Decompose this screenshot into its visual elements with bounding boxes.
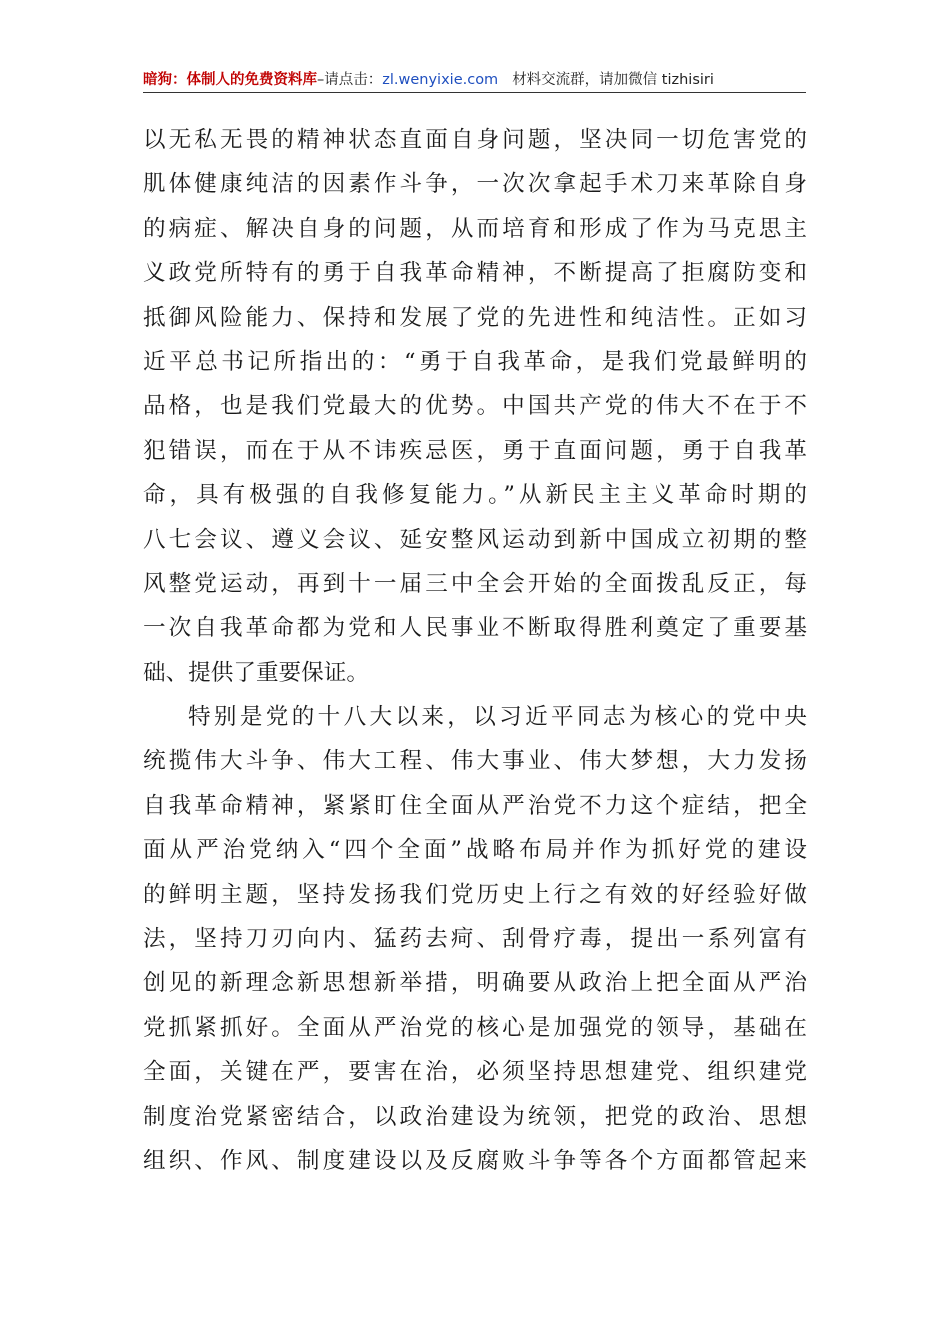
text-line: 法，坚持刀刃向内、猛药去疴、刮骨疗毒，提出一系列富有 — [143, 926, 807, 953]
header-url-link[interactable]: zl.wenyixie.com — [382, 72, 499, 88]
text-line: 础、提供了重要保证。 — [143, 659, 369, 686]
text-line: 制度治党紧密结合，以政治建设为统领，把党的政治、思想 — [143, 1103, 807, 1130]
text-line: 面从严治党纳入“四个全面”战略布局并作为抓好党的建设 — [143, 837, 807, 864]
paragraph-2 — [143, 695, 807, 1183]
header-prompt: –请点击： — [317, 72, 383, 88]
text-line: 义政党所特有的勇于自我革命精神，不断提高了拒腐防变和 — [143, 260, 807, 287]
text-line: 自我革命精神，紧紧盯住全面从严治党不力这个症结，把全 — [143, 792, 807, 819]
text-line: 抵御风险能力、保持和发展了党的先进性和纯洁性。正如习 — [143, 304, 807, 331]
text-line: 犯错误，而在于从不讳疾忌医，勇于直面问题，勇于自我革 — [143, 437, 807, 464]
page-header — [143, 68, 806, 93]
text-line: 以无私无畏的精神状态直面自身问题，坚决同一切危害党的 — [143, 127, 807, 153]
text-line: 党抓紧抓好。全面从严治党的核心是加强党的领导，基础在 — [143, 1014, 807, 1041]
text-line: 特别是党的十八大以来，以习近平同志为核心的党中央 — [188, 704, 807, 731]
text-line: 组织、作风、制度建设以及反腐败斗争等各个方面都管起来 — [143, 1147, 807, 1174]
text-line: 风整党运动，再到十一届三中全会开始的全面拨乱反正，每 — [143, 570, 807, 597]
text-line: 创见的新理念新思想新举措，明确要从政治上把全面从严治 — [143, 970, 807, 997]
text-line: 全面，关键在严，要害在治，必须坚持思想建党、组织建党 — [143, 1059, 807, 1086]
text-line: 品格，也是我们党最大的优势。中国共产党的伟大不在于不 — [143, 393, 807, 420]
text-line: 统揽伟大斗争、伟大工程、伟大事业、伟大梦想，大力发扬 — [143, 748, 807, 775]
document-body — [143, 118, 807, 1183]
text-line: 肌体健康纯洁的因素作斗争，一次次拿起手术刀来革除自身 — [143, 171, 807, 198]
header-site-name: 暗狗：体制人的免费资料库 — [143, 72, 317, 88]
text-line: 的鲜明主题，坚持发扬我们党历史上行之有效的好经验好做 — [143, 881, 807, 908]
text-line: 一次自我革命都为党和人民事业不断取得胜利奠定了重要基 — [143, 615, 807, 642]
text-line: 的病症、解决自身的问题，从而培育和形成了作为马克思主 — [143, 215, 807, 242]
text-line: 八七会议、遵义会议、延安整风运动到新中国成立初期的整 — [143, 526, 807, 553]
paragraph-1 — [143, 118, 807, 695]
text-line: 命，具有极强的自我修复能力。”从新民主主义革命时期的 — [143, 482, 807, 509]
header-contact: 材料交流群，请加微信 tizhisiri — [512, 72, 714, 88]
text-line: 近平总书记所指出的：“勇于自我革命，是我们党最鲜明的 — [143, 348, 807, 375]
